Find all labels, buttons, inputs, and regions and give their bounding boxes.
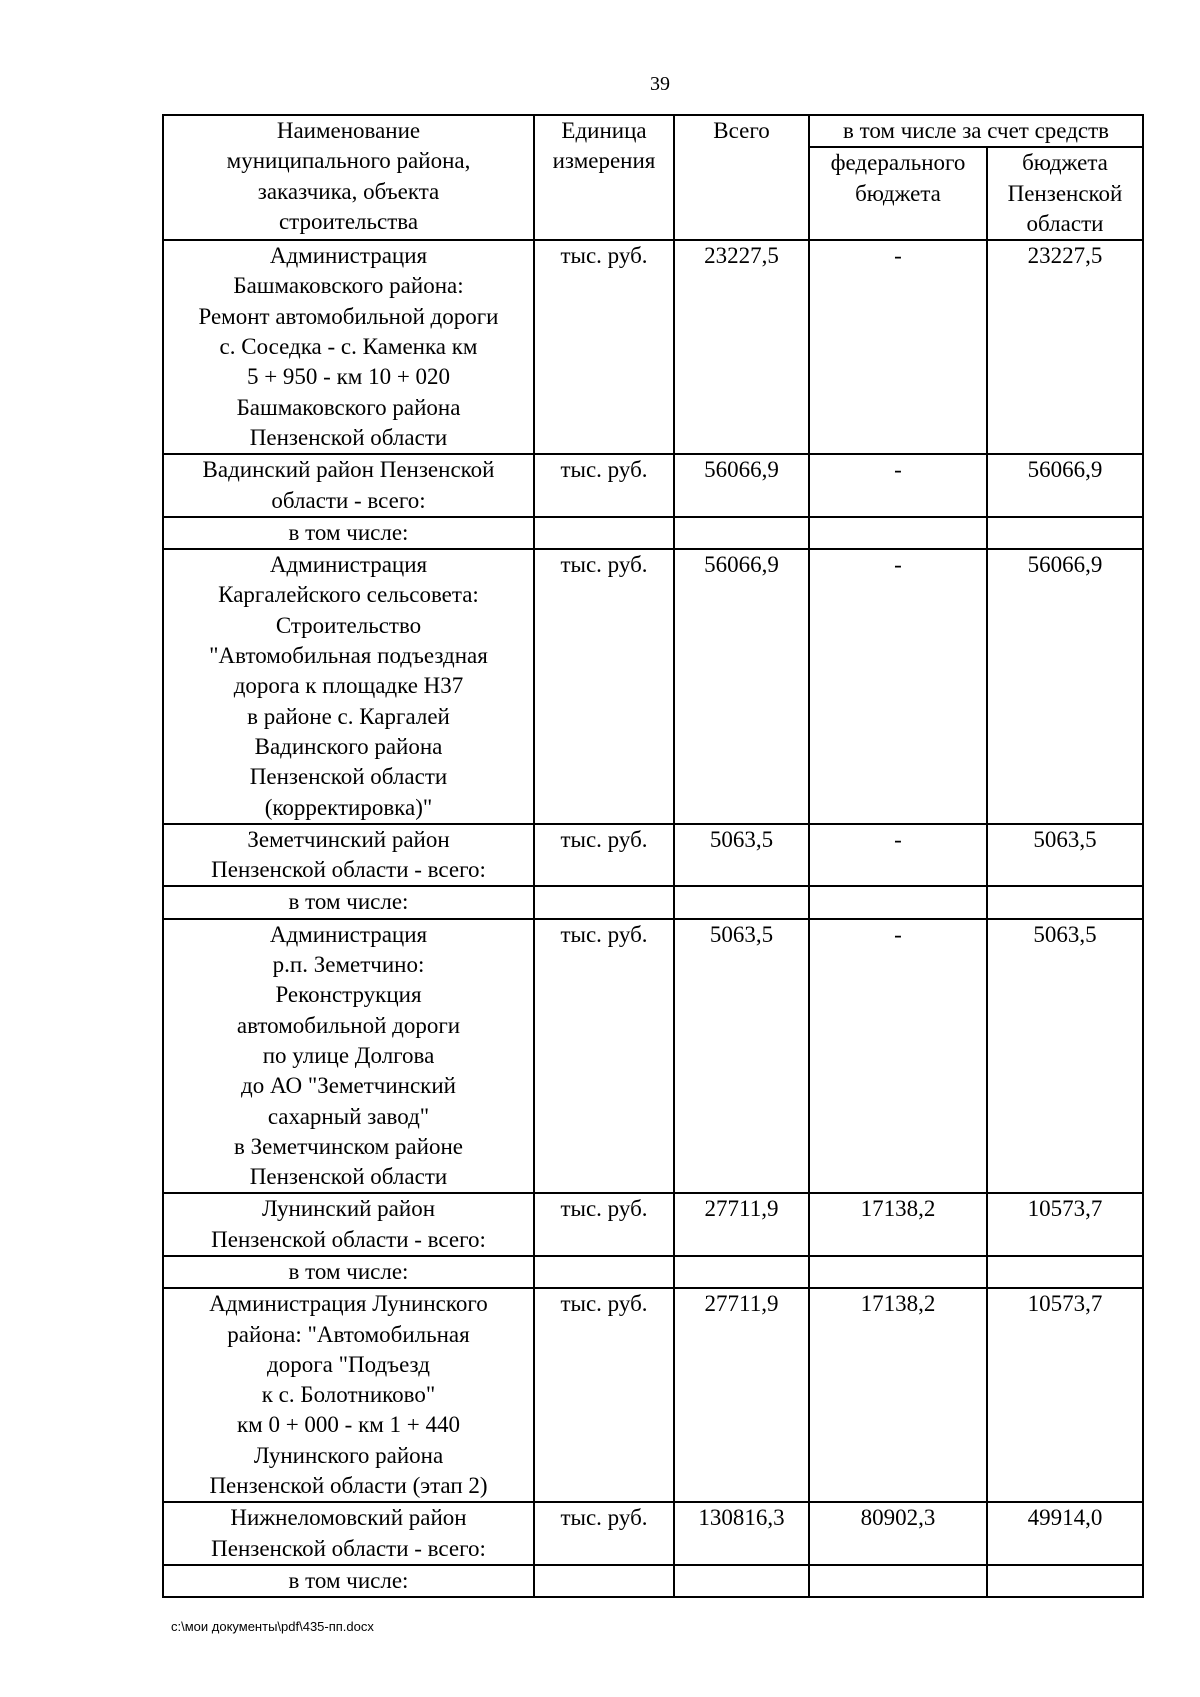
cell-name: Нижнеломовский район Пензенской области - всего:: [163, 1502, 534, 1565]
cell-regional: 10573,7: [987, 1288, 1143, 1502]
cell-total: 56066,9: [674, 549, 809, 824]
table-row: [163, 919, 1143, 1194]
cell-federal: [809, 1256, 987, 1288]
header-total: Всего: [674, 115, 809, 240]
cell-federal: -: [809, 549, 987, 824]
cell-unit: [534, 1256, 674, 1288]
table-row: [163, 886, 1143, 918]
cell-name: Администрация Каргалейского сельсовета: Строительство "Автомобильная подъездная дорога к площадке Н37 в районе с. Каргалей Вадинского района Пензенской области (корректировка)": [163, 549, 534, 824]
cell-name: Администрация р.п. Земетчино: Реконструкция автомобильной дороги по улице Долгова до АО "Земетчинский сахарный завод" в Земетчинском районе Пензенской области: [163, 919, 534, 1194]
cell-total: 56066,9: [674, 454, 809, 517]
cell-unit: тыс. руб.: [534, 919, 674, 1194]
cell-name: в том числе:: [163, 517, 534, 549]
cell-federal: 17138,2: [809, 1193, 987, 1256]
cell-unit: тыс. руб.: [534, 454, 674, 517]
cell-regional: [987, 517, 1143, 549]
cell-unit: [534, 886, 674, 918]
table-row: [163, 1256, 1143, 1288]
cell-unit: [534, 517, 674, 549]
cell-regional: [987, 1256, 1143, 1288]
cell-regional: 56066,9: [987, 549, 1143, 824]
table-row: [163, 517, 1143, 549]
cell-total: 130816,3: [674, 1502, 809, 1565]
cell-name: в том числе:: [163, 1256, 534, 1288]
header-unit: Единица измерения: [534, 115, 674, 240]
cell-federal: 80902,3: [809, 1502, 987, 1565]
header-federal: федерального бюджета: [809, 147, 987, 240]
header-regional: бюджета Пензенской области: [987, 147, 1143, 240]
table-row: [163, 1502, 1143, 1565]
cell-unit: тыс. руб.: [534, 240, 674, 454]
cell-unit: тыс. руб.: [534, 824, 674, 887]
cell-name: в том числе:: [163, 1565, 534, 1597]
cell-federal: -: [809, 824, 987, 887]
cell-federal: -: [809, 454, 987, 517]
file-path-footer: c:\мои документы\pdf\435-пп.docx: [171, 1619, 374, 1634]
cell-name: Администрация Лунинского района: "Автомобильная дорога "Подъезд к с. Болотниково" км 0 + 000 - км 1 + 440 Лунинского района Пензенской области (этап 2): [163, 1288, 534, 1502]
cell-total: 23227,5: [674, 240, 809, 454]
cell-federal: [809, 517, 987, 549]
cell-total: 5063,5: [674, 824, 809, 887]
cell-total: 27711,9: [674, 1193, 809, 1256]
table-row: [163, 1565, 1143, 1597]
cell-name: Администрация Башмаковского района: Ремонт автомобильной дороги с. Соседка - с. Каменка км 5 + 950 - км 10 + 020 Башмаковского района Пензенской области: [163, 240, 534, 454]
table-row: [163, 454, 1143, 517]
cell-total: [674, 517, 809, 549]
cell-regional: [987, 886, 1143, 918]
cell-regional: 49914,0: [987, 1502, 1143, 1565]
cell-regional: [987, 1565, 1143, 1597]
table-row: [163, 1288, 1143, 1502]
header-name: Наименование муниципального района, заказчика, объекта строительства: [163, 115, 534, 240]
cell-total: 5063,5: [674, 919, 809, 1194]
cell-federal: -: [809, 240, 987, 454]
cell-total: [674, 886, 809, 918]
cell-total: [674, 1565, 809, 1597]
cell-unit: тыс. руб.: [534, 1193, 674, 1256]
cell-regional: 23227,5: [987, 240, 1143, 454]
header-including: в том числе за счет средств: [809, 115, 1143, 147]
cell-regional: 5063,5: [987, 919, 1143, 1194]
budget-table: [162, 114, 1144, 1598]
table-header-row: [163, 115, 1143, 147]
page-number: 39: [650, 73, 670, 95]
cell-name: в том числе:: [163, 886, 534, 918]
cell-federal: [809, 1565, 987, 1597]
cell-name: Лунинский район Пензенской области - всего:: [163, 1193, 534, 1256]
cell-regional: 5063,5: [987, 824, 1143, 887]
table-row: [163, 824, 1143, 887]
cell-federal: [809, 886, 987, 918]
cell-federal: -: [809, 919, 987, 1194]
cell-unit: тыс. руб.: [534, 1288, 674, 1502]
table-row: [163, 240, 1143, 454]
cell-name: Земетчинский район Пензенской области - всего:: [163, 824, 534, 887]
cell-regional: 56066,9: [987, 454, 1143, 517]
cell-total: 27711,9: [674, 1288, 809, 1502]
table-row: [163, 549, 1143, 824]
cell-federal: 17138,2: [809, 1288, 987, 1502]
cell-unit: тыс. руб.: [534, 549, 674, 824]
cell-name: Вадинский район Пензенской области - всего:: [163, 454, 534, 517]
cell-unit: [534, 1565, 674, 1597]
cell-unit: тыс. руб.: [534, 1502, 674, 1565]
cell-regional: 10573,7: [987, 1193, 1143, 1256]
table-row: [163, 1193, 1143, 1256]
cell-total: [674, 1256, 809, 1288]
